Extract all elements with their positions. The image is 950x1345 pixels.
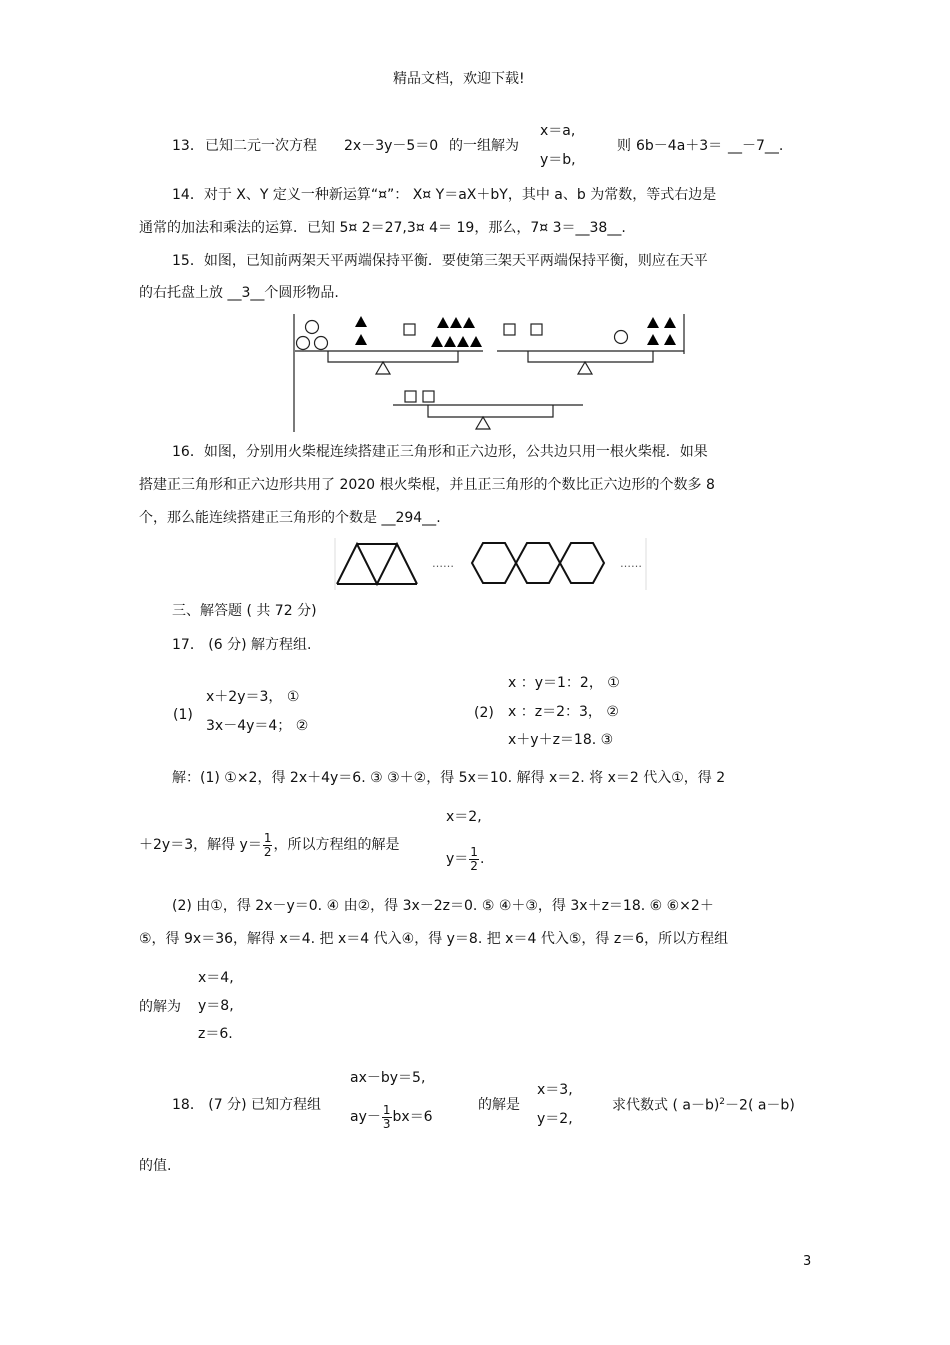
triangles xyxy=(337,544,417,584)
fraction-numerator: 1 xyxy=(263,831,272,845)
q17-solution2-z: z＝6. xyxy=(198,1026,233,1042)
q13-text: 已知二元一次方程 xyxy=(205,138,317,154)
q17-part1-label: (1) xyxy=(173,707,193,723)
q17-solution1-y-end: . xyxy=(479,851,485,868)
fraction-one-half-2 xyxy=(469,846,479,872)
scale-2 xyxy=(497,324,684,374)
q15-line2 xyxy=(139,286,339,300)
fraction-one-third xyxy=(382,1104,392,1130)
fraction-denominator: 2 xyxy=(263,844,272,859)
q13-number: 13． xyxy=(172,138,204,154)
q17-solution1-line2 xyxy=(139,832,399,858)
q14-line1: 14．对于 X、Y 定义一种新运算“¤”： X¤ Y＝aX＋bY，其中 a、b 为常数，等式右边是 xyxy=(172,187,717,203)
q17-solution1-line1: 解：(1) ①×2，得 2x＋4y＝6. ③ ③＋②，得 5x＝10. 解得 x＝2. 将 x＝2 代入①，得 2 xyxy=(172,770,726,786)
scale-3 xyxy=(393,391,583,429)
q17-solution2-line2: ⑤，得 9x＝36，解得 x＝4. 把 x＝4 代入④，得 y＝8. 把 x＝4 代入⑤，得 z＝6，所以方程组 xyxy=(139,931,729,947)
page-number: 3 xyxy=(803,1254,812,1269)
q16-line1: 16．如图，分别用火柴棍连续搭建正三角形和正六边形，公共边只用一根火柴棍．如果 xyxy=(172,444,708,460)
q14-answer: __38__ xyxy=(575,220,622,236)
q13-expression: 6b－4a＋3＝ xyxy=(636,138,723,154)
q17-part2-label: (2) xyxy=(474,705,494,721)
q17-solution1-text-end: ，所以方程组的解是 xyxy=(273,837,400,854)
section-3-heading: 三、解答题 ( 共 72 分) xyxy=(172,603,317,619)
q17-part1-eq1: x＋2y＝3， ① xyxy=(206,689,300,705)
hexagon-ellipsis: …… xyxy=(620,557,642,570)
q13-then: 则 xyxy=(617,138,631,154)
q18-ask-end: －2( a－b) xyxy=(725,1097,795,1114)
q13-solution-x: x＝a, xyxy=(540,123,576,139)
q13-equation: 2x－3y－5＝0 xyxy=(344,138,439,154)
q17-solution2-x: x＝4, xyxy=(198,970,234,986)
page-header: 精品文档，欢迎下载! xyxy=(393,71,525,87)
q17-part2-eq1: x ：y＝1：2， ① xyxy=(508,675,620,691)
triangle-ellipsis: …… xyxy=(432,557,454,570)
q15-line1: 15．如图，已知前两架天平两端保持平衡．要使第三架天平两端保持平衡，则应在天平 xyxy=(172,253,708,269)
q18-ask-text: 求代数式 ( a－b) xyxy=(612,1097,720,1114)
fraction-denominator: 3 xyxy=(382,1116,391,1131)
fraction-one-half xyxy=(263,832,273,858)
q17-solution2-prefix: 的解为 xyxy=(139,999,181,1015)
q15-line2-text: 的右托盘上放 xyxy=(139,285,228,301)
q18-eq1: ax－by＝5, xyxy=(350,1070,426,1086)
q14-line2 xyxy=(139,221,626,235)
q16-line2: 搭建正三角形和正六边形共用了 2020 根火柴棍，并且正三角形的个数比正六边形的个数多 8 xyxy=(139,477,715,493)
q17-solution1-text: ＋2y＝3，解得 y＝ xyxy=(139,837,262,854)
q13-answer: __－7__. xyxy=(728,138,784,154)
q17-solution2-y: y＝8, xyxy=(198,998,234,1014)
q17-part2-eq3: x＋y＋z＝18. ③ xyxy=(508,732,614,748)
q18-solution-x: x＝3, xyxy=(537,1082,573,1098)
q18-exponent: 2 xyxy=(719,1097,726,1107)
q18-ask xyxy=(612,1098,795,1113)
q17-solution1-x: x＝2, xyxy=(446,809,482,825)
q18-eq2-end: bx＝6 xyxy=(392,1109,433,1126)
q15-answer: __3__ xyxy=(227,285,265,301)
matchstick-figure xyxy=(335,538,647,590)
hexagons xyxy=(472,543,604,583)
balance-scales-figure xyxy=(293,314,685,432)
q17-solution1-y-text: y＝ xyxy=(446,851,469,868)
fraction-numerator: 1 xyxy=(382,1103,391,1117)
q16-line3-end: . xyxy=(436,510,441,526)
q14-line2-text: 通常的加法和乘法的运算．已知 5¤ 2＝27,3¤ 4＝ 19，那么，7¤ 3＝ xyxy=(139,220,576,236)
q17-title: 17． (6 分) 解方程组. xyxy=(172,637,312,653)
q15-line2-end: 个圆形物品. xyxy=(264,285,339,301)
q18-solution-y: y＝2, xyxy=(537,1111,573,1127)
scale-1 xyxy=(295,321,483,375)
q18-eq2-text: ay－ xyxy=(350,1109,381,1126)
q13-solution-y: y＝b, xyxy=(540,152,576,168)
q17-part1-eq2: 3x－4y＝4； ② xyxy=(206,718,309,734)
q14-line2-end: . xyxy=(621,220,626,236)
q13-mid: 的一组解为 xyxy=(449,138,519,154)
q16-line3-text: 个，那么能连续搭建正三角形的个数是 xyxy=(139,510,382,526)
q18-eq2 xyxy=(350,1104,433,1130)
q17-part2-eq2: x ：z＝2：3， ② xyxy=(508,704,619,720)
q18-number: 18． (7 分) 已知方程组 xyxy=(172,1097,321,1113)
q16-answer: __294__ xyxy=(381,510,437,526)
q18-line2: 的值. xyxy=(139,1158,172,1174)
q17-solution2-line1: (2) 由①，得 2x－y＝0. ④ 由②，得 3x－2z＝0. ⑤ ④＋③，得 3x＋z＝18. ⑥ ⑥×2＋ xyxy=(172,898,714,914)
q16-line3 xyxy=(139,511,441,525)
fraction-numerator: 1 xyxy=(470,845,478,859)
q17-solution1-y xyxy=(446,846,484,872)
q18-mid: 的解是 xyxy=(478,1097,520,1113)
fraction-denominator: 2 xyxy=(470,858,478,873)
